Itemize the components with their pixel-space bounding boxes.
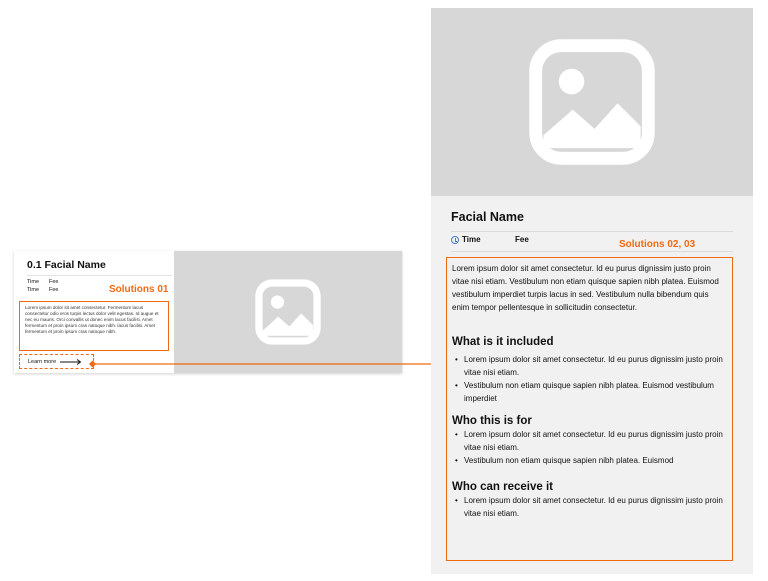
service-card[interactable]	[14, 251, 402, 373]
card-title: 0.1 Facial Name	[27, 259, 106, 271]
solutions-02-03-annotation: Solutions 02, 03	[619, 239, 696, 250]
card-description: Lorem ipsum dolor sit amet consectetur. Fermentum lacus consectetur odio eros turpis lectus dolor velit egestas. Id augue et nec eu mauris. Orci convallis ut donec enim lacus facilisi. Amet fermentum et proin ipsum cras natoque nibh. lacus facilisi. Amet fermentum et proin ipsum cras natoque nibh.	[19, 301, 169, 351]
card-meta-key: Time	[27, 279, 40, 285]
card-image	[174, 251, 402, 373]
detail-image	[431, 8, 753, 196]
card-meta-key: Time	[27, 287, 40, 293]
arrow-right-icon	[60, 359, 82, 365]
solutions-01-annotation: Solutions 01	[109, 284, 169, 295]
detail-divider	[451, 251, 733, 252]
detail-meta-row	[451, 235, 529, 244]
detail-intro: Lorem ipsum dolor sit amet consectetur. Id eu purus dignissim justo proin vitae nisi etiam. Vestibulum non etiam quisque sapien nibh platea. Euismod vestibulum imperdiet turpis lacus in sed. Vestibulum nulla bibendum quis enim tempor pellentesque in sollicitudin consectetur.	[452, 264, 719, 312]
learn-more-label: Learn more	[28, 358, 57, 365]
card-divider	[27, 275, 172, 276]
clock-icon	[451, 236, 459, 244]
section-list	[452, 353, 727, 405]
section-list	[452, 428, 727, 467]
learn-more-button[interactable]	[19, 354, 94, 369]
card-meta-value: Fee	[49, 287, 59, 293]
section-heading: Who this is for	[452, 415, 532, 427]
detail-divider	[451, 231, 733, 232]
card-meta-row	[27, 279, 58, 285]
section-list	[452, 494, 727, 520]
card-meta-row	[27, 287, 58, 293]
image-placeholder-icon	[255, 279, 321, 345]
card-meta-value: Fee	[49, 279, 59, 285]
detail-body	[446, 257, 733, 561]
list-item: • Lorem ipsum dolor sit amet consectetur. Id eu purus dignissim justo proin vitae nisi etiam.	[464, 428, 727, 454]
fee-label: Fee	[515, 235, 529, 244]
list-item: • Vestibulum non etiam quisque sapien nibh platea. Euismod	[464, 454, 727, 467]
time-label: Time	[462, 235, 481, 244]
card-text-area	[14, 251, 174, 373]
image-placeholder-icon	[528, 38, 656, 166]
section-heading: What is it included	[452, 336, 554, 348]
section-heading: Who can receive it	[452, 481, 553, 493]
list-item: • Lorem ipsum dolor sit amet consectetur. Id eu purus dignissim justo proin vitae nisi etiam.	[464, 353, 727, 379]
detail-title: Facial Name	[451, 210, 524, 224]
list-item: • Lorem ipsum dolor sit amet consectetur. Id eu purus dignissim justo proin vitae nisi etiam.	[464, 494, 727, 520]
list-item: • Vestibulum non etiam quisque sapien nibh platea. Euismod vestibulum imperdiet	[464, 379, 727, 405]
